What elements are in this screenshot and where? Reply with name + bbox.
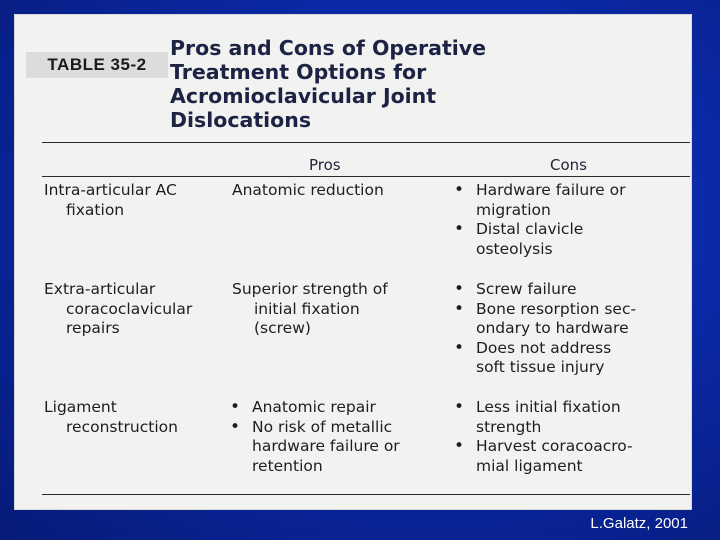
title-line: Pros and Cons of Operative bbox=[170, 36, 487, 60]
pro-item: Superior strength of initial fixation (screw) bbox=[232, 280, 388, 337]
table-title bbox=[170, 36, 600, 132]
pros-cell bbox=[230, 398, 454, 476]
procedure-cell bbox=[44, 181, 234, 220]
procedure-line: coracoclavicular bbox=[66, 299, 193, 318]
con-item: • Harvest coracoacro- mial ligament bbox=[454, 437, 694, 476]
procedure-line: Ligament bbox=[44, 398, 117, 416]
con-item: • Bone resorption sec- ondary to hardware bbox=[454, 300, 694, 339]
title-line: Acromioclavicular Joint bbox=[170, 84, 437, 108]
top-rule bbox=[42, 142, 690, 143]
cons-cell bbox=[454, 398, 694, 476]
title-line: Treatment Options for bbox=[170, 60, 427, 84]
procedure-line: Extra-articular bbox=[44, 280, 156, 298]
pro-item: Anatomic reduction bbox=[232, 181, 384, 199]
procedure-line: fixation bbox=[66, 200, 125, 219]
procedure-cell bbox=[44, 398, 234, 437]
procedure-line: Intra-articular AC bbox=[44, 181, 177, 199]
pro-item: • Anatomic repair bbox=[230, 398, 454, 418]
cons-cell bbox=[454, 280, 694, 378]
column-header-pros: Pros bbox=[309, 156, 341, 174]
con-item: • Does not address soft tissue injury bbox=[454, 339, 694, 378]
bottom-rule bbox=[42, 494, 690, 495]
cons-cell bbox=[454, 181, 694, 259]
pro-item: • No risk of metallic hardware failure or retention bbox=[230, 418, 454, 477]
slide-credit: L.Galatz, 2001 bbox=[590, 515, 688, 532]
con-item: • Distal clavicle osteolysis bbox=[454, 220, 694, 259]
header-rule bbox=[42, 176, 690, 177]
pros-cell bbox=[232, 181, 452, 201]
procedure-line: repairs bbox=[66, 319, 120, 337]
title-line: Dislocations bbox=[170, 108, 312, 132]
procedure-cell bbox=[44, 280, 234, 339]
con-item: • Hardware failure or migration bbox=[454, 181, 694, 220]
con-item: • Screw failure bbox=[454, 280, 694, 300]
column-header-cons: Cons bbox=[550, 156, 587, 174]
con-item: • Less initial fixation strength bbox=[454, 398, 694, 437]
scanned-page bbox=[14, 14, 692, 510]
procedure-line: reconstruction bbox=[66, 417, 178, 436]
table-label: TABLE 35-2 bbox=[26, 52, 168, 78]
pros-cell bbox=[232, 280, 452, 339]
